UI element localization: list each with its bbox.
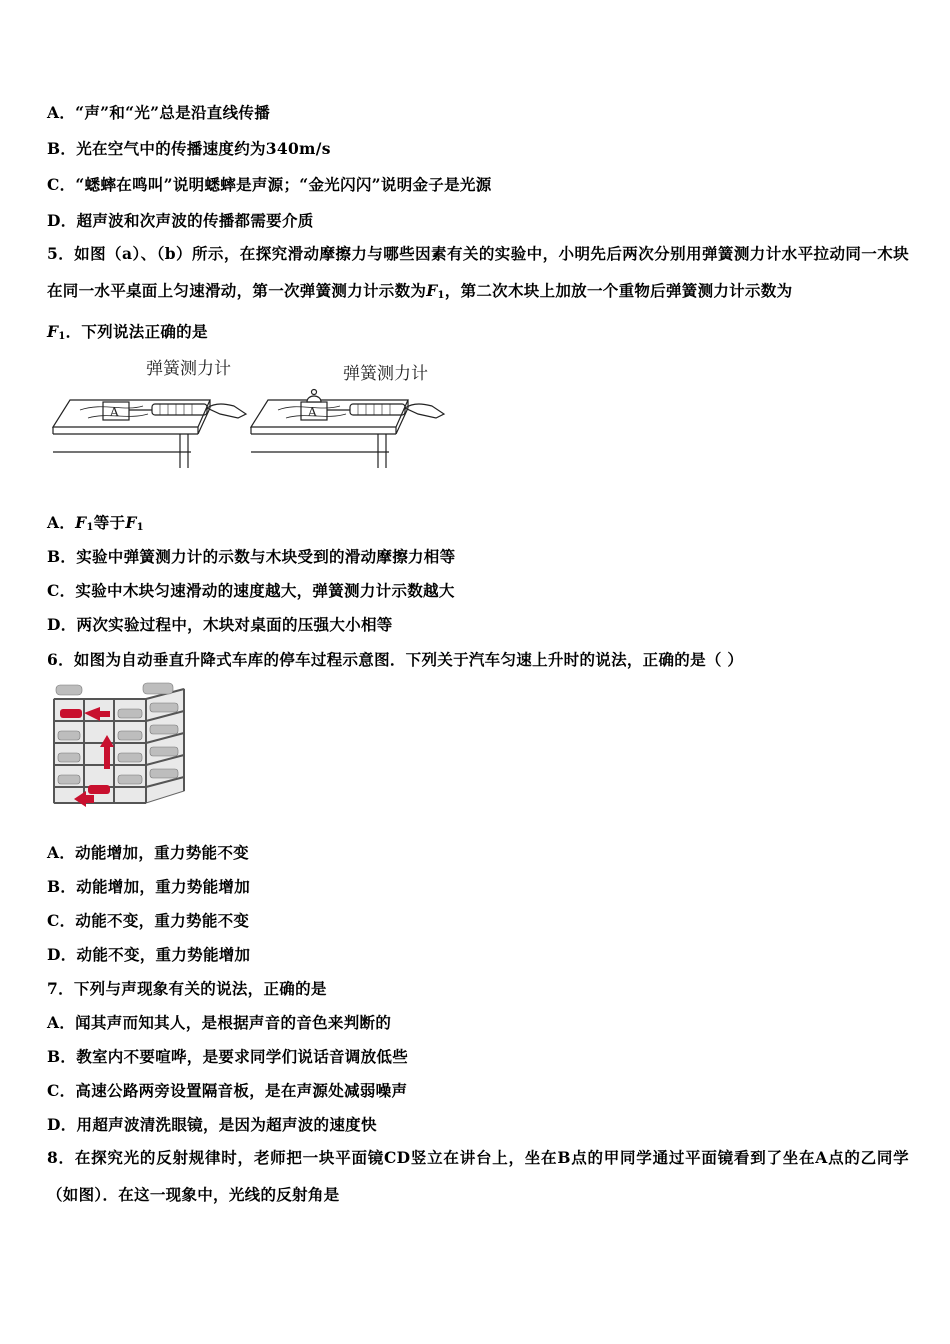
q5-option-b: B．实验中弹簧测力计的示数与木块受到的滑动摩擦力相等 — [47, 547, 456, 566]
q8-stem: 8．在探究光的反射规律时，老师把一块平面镜CD竖立在讲台上，坐在B点的甲同学通过平面镜看到了坐在A点的乙同学（如图）．在这一现象中，光线的反射角是 — [47, 1148, 909, 1204]
q5-option-d: D．两次实验过程中，木块对桌面的压强大小相等 — [47, 615, 393, 634]
q5-block-label-a: A — [110, 405, 119, 419]
q5-option-c: C．实验中木块匀速滑动的速度越大，弹簧测力计示数越大 — [47, 581, 455, 600]
q4-option-b: B．光在空气中的传播速度约为340m/s — [47, 139, 331, 158]
q5-stem: 5．如图（a）、（b）所示，在探究滑动摩擦力与哪些因素有关的实验中，小明先后两次分别用弹簧测力计水平拉动同一木块在同一水平桌面上匀速滑动，第一次弹簧测力计示数为$F_1$，第二次木块上加放一个重物后弹簧测力计示数为 $F_1$．下列说法正确的是 — [47, 244, 909, 342]
q5-figure — [48, 352, 450, 470]
q6-option-a: A．动能增加，重力势能不变 — [47, 843, 249, 862]
q5-figure-b — [251, 364, 444, 468]
q4-option-c: C．“蟋蟀在鸣叫”说明蟋蟀是声源；“金光闪闪”说明金子是光源 — [47, 175, 492, 194]
q5-block-label-b: A — [308, 405, 317, 419]
q4-option-a: A．“声”和“光”总是沿直线传播 — [47, 103, 270, 122]
q6-option-d: D．动能不变，重力势能增加 — [47, 945, 251, 964]
q7-option-d: D．用超声波清洗眼镜，是因为超声波的速度快 — [47, 1115, 377, 1134]
q6-stem: 6．如图为自动垂直升降式车库的停车过程示意图．下列关于汽车匀速上升时的说法，正确的是（ ） — [47, 650, 744, 669]
q6-garage-figure — [48, 681, 190, 815]
q7-stem: 7．下列与声现象有关的说法，正确的是 — [47, 979, 327, 998]
q5-option-a: A．$F_1$等于$F_1$ — [47, 513, 144, 533]
q4-option-d: D．超声波和次声波的传播都需要介质 — [47, 211, 314, 230]
q5-figure-a — [53, 359, 246, 468]
q5-figure-label-b: 弹簧测力计 — [343, 364, 428, 383]
q7-option-a: A．闻其声而知其人，是根据声音的音色来判断的 — [47, 1013, 392, 1032]
q7-option-c: C．高速公路两旁设置隔音板，是在声源处减弱噪声 — [47, 1081, 408, 1100]
q6-option-c: C．动能不变，重力势能不变 — [47, 911, 250, 930]
q5-figure-label-a: 弹簧测力计 — [146, 359, 231, 378]
q6-option-b: B．动能增加，重力势能增加 — [47, 877, 251, 896]
q7-option-b: B．教室内不要喧哗，是要求同学们说话音调放低些 — [47, 1047, 409, 1066]
